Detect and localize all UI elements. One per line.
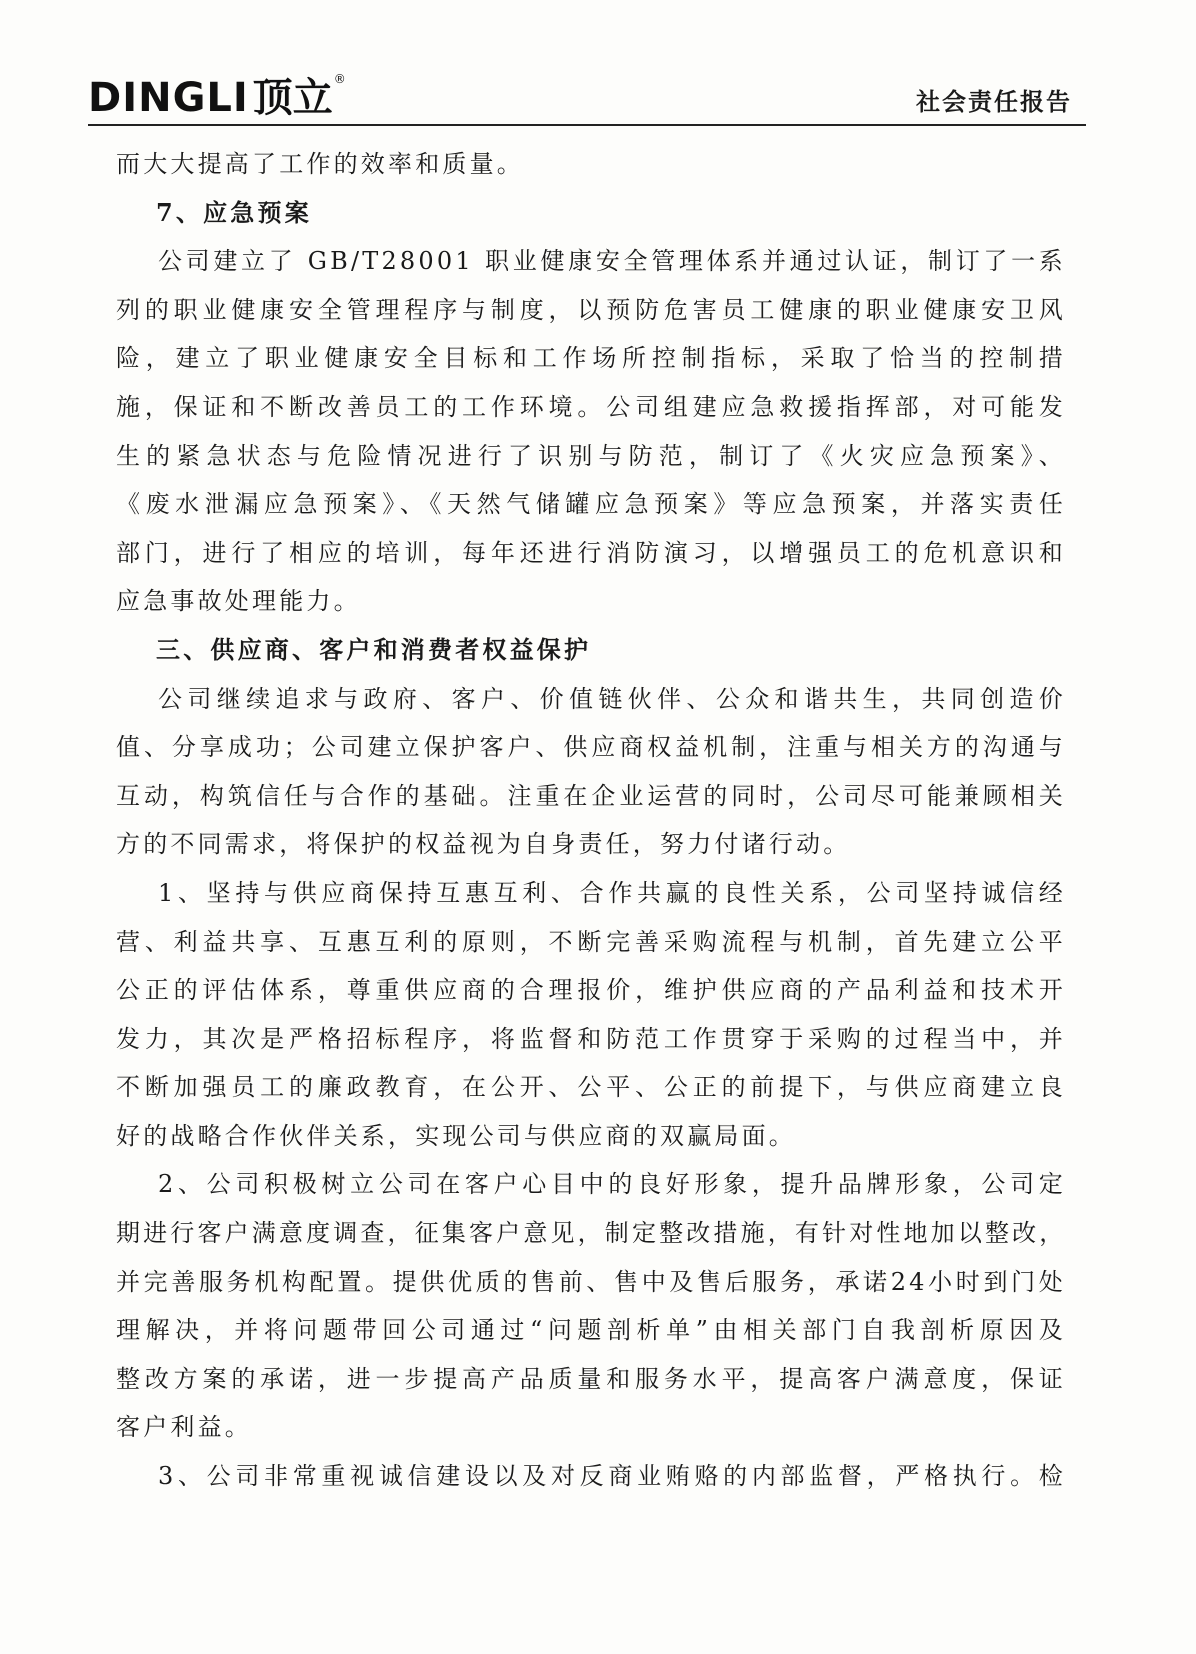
text-line: 部门，进行了相应的培训，每年还进行消防演习，以增强员工的危机意识和 [116,538,1066,567]
text-line: 并完善服务机构配置。提供优质的售前、售中及售后服务，承诺24小时到门处 [116,1267,1066,1296]
logo-cjk-text: 顶立 [252,75,333,121]
text-line: 好的战略合作伙伴关系，实现公司与供应商的双赢局面。 [116,1121,796,1150]
text-line: 应急事故处理能力。 [116,587,361,616]
registered-mark: ® [333,72,346,86]
text-line: 列的职业健康安全管理程序与制度，以预防危害员工健康的职业健康安卫风 [116,295,1066,324]
text-line: 理解决，并将问题带回公司通过“问题剖析单”由相关部门自我剖析原因及 [116,1316,1066,1345]
text-line: 险，建立了职业健康安全目标和工作场所控制指标，采取了恰当的控制措 [116,344,1066,373]
text-line: 施，保证和不断改善员工的工作环境。公司组建应急救援指挥部，对可能发 [116,392,1066,421]
section-heading: 三、供应商、客户和消费者权益保护 [156,634,592,664]
text-line: 客户利益。 [116,1413,252,1442]
text-line: 不断加强员工的廉政教育，在公开、公平、公正的前提下，与供应商建立良 [116,1073,1066,1102]
text-line: 公司建立了 GB/T28001 职业健康安全管理体系并通过认证，制订了一系 [158,247,1066,276]
text-line: 《废水泄漏应急预案》、《天然气储罐应急预案》等应急预案，并落实责任 [116,490,1066,519]
company-logo [88,70,346,120]
text-line: 期进行客户满意度调查，征集客户意见，制定整改措施，有针对性地加以整改， [116,1219,1066,1248]
body-text [116,140,1066,1501]
header-divider [88,124,1086,126]
text-line: 整改方案的承诺，进一步提高产品质量和服务水平，提高客户满意度，保证 [116,1364,1066,1393]
text-line: 公司继续追求与政府、客户、价值链伙伴、公众和谐共生，共同创造价 [158,684,1066,713]
text-line: 生的紧急状态与危险情况进行了识别与防范，制订了《火灾应急预案》、 [116,441,1066,470]
text-line: 营、利益共享、互惠互利的原则，不断完善采购流程与机制，首先建立公平 [116,927,1066,956]
text-line: 值、分享成功；公司建立保护客户、供应商权益机制，注重与相关方的沟通与 [116,733,1066,762]
text-line: 2、公司积极树立公司在客户心目中的良好形象，提升品牌形象，公司定 [158,1170,1066,1199]
logo-latin-text: DINGLI [88,75,249,121]
text-line: 1、坚持与供应商保持互惠互利、合作共赢的良性关系，公司坚持诚信经 [158,878,1066,907]
report-title: 社会责任报告 [916,88,1072,116]
text-line: 而大大提高了工作的效率和质量。 [116,150,524,178]
text-line: 3、公司非常重视诚信建设以及对反商业贿赂的内部监督，严格执行。检 [158,1462,1066,1491]
text-line: 公正的评估体系，尊重供应商的合理报价，维护供应商的产品利益和技术开 [116,976,1066,1005]
text-line: 互动，构筑信任与合作的基础。注重在企业运营的同时，公司尽可能兼顾相关 [116,781,1066,810]
section-heading: 7、应急预案 [156,197,312,227]
page-header [88,70,1088,122]
text-line: 发力，其次是严格招标程序，将监督和防范工作贯穿于采购的过程当中，并 [116,1024,1066,1053]
text-line: 方的不同需求，将保护的权益视为自身责任，努力付诸行动。 [116,830,851,859]
